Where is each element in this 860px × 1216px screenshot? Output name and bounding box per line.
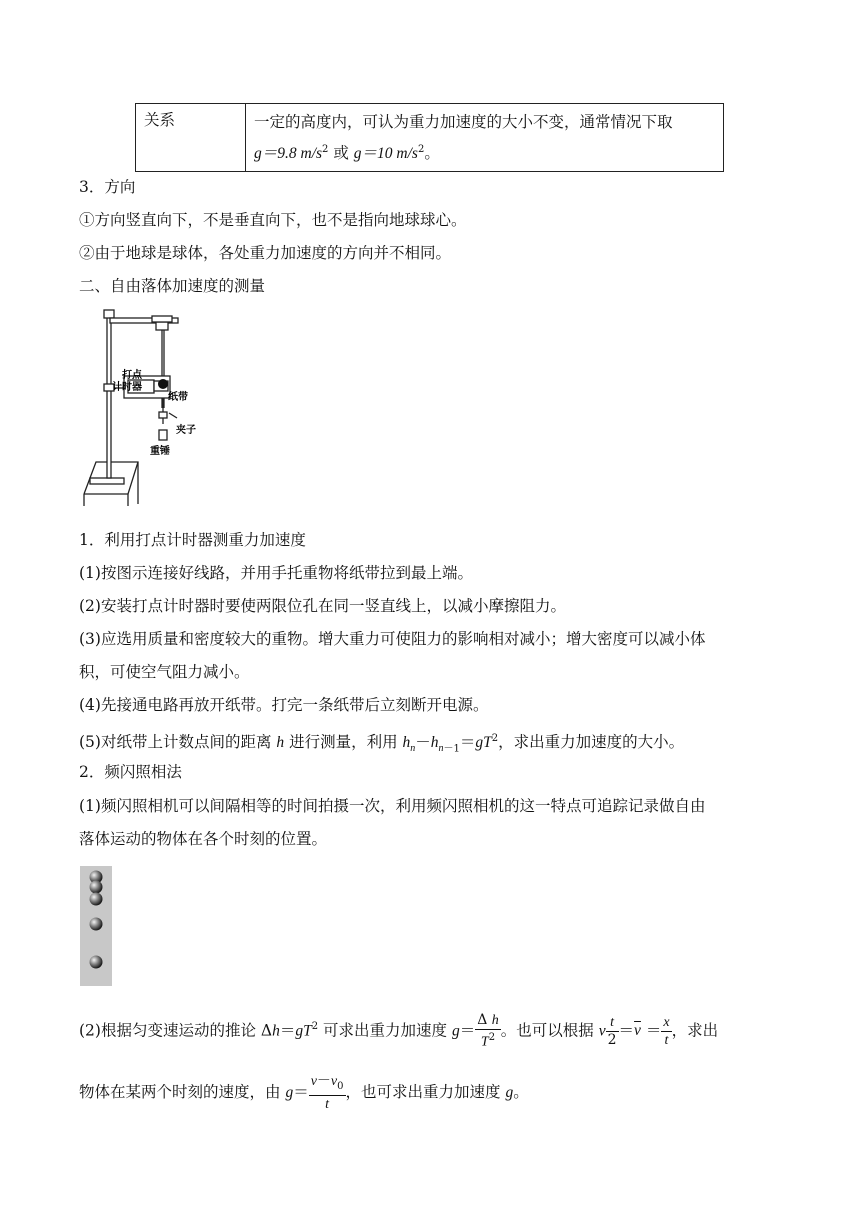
p3-text-a: 物体在某两个时刻的速度，由	[79, 1082, 286, 1101]
p3-text-c: 。	[513, 1082, 529, 1101]
p5-text-a: (5)对纸带上计数点间的距离	[79, 733, 277, 752]
g-value-1: g＝9.8 m/s	[254, 145, 323, 163]
fraction-v-v0-over-t: $\frac{v-v_0}{t}$	[310, 1073, 344, 1112]
relation-table	[135, 103, 724, 172]
g-value-2: g＝10 m/s	[353, 145, 418, 163]
fraction-dh-over-T2: $\frac{\text{Δ h}}{T^2}$	[477, 1012, 499, 1050]
table-line-1: 一定的高度内，可认为重力加速度的大小不变，通常情况下取	[254, 113, 673, 131]
label-timer-2: 计时器	[112, 382, 142, 393]
section-3-para-2: ②由于地球是球体，各处重力加速度的方向并不相同。	[79, 244, 452, 262]
p2-text-d: ，求出	[671, 1021, 719, 1040]
method-1-para-3b: 积，可使空气阻力减小。	[79, 663, 250, 681]
p2-text-a: (2)根据匀变速运动的推论 Δ	[79, 1021, 273, 1040]
method-2-heading: 2．频闪照相法	[79, 763, 182, 781]
p2-text-b: 可求出重力加速度	[318, 1021, 452, 1040]
p2-text-c: 。也可以根据	[500, 1021, 599, 1040]
label-timer-1: 打点	[122, 370, 142, 381]
method-1-heading: 1．利用打点计时器测重力加速度	[79, 531, 306, 549]
method-1-para-3a: (3)应选用质量和密度较大的重物。增大重力可使阻力的影响相对减小；增大密度可以减小体	[79, 630, 706, 648]
table-value-cell	[246, 104, 724, 172]
method-2-para-2: (2)根据匀变速运动的推论 $\Delta h=gT^2$ 可求出重力加速度 g＝ $\frac{\text{Δ h}}{T^2}$ 。也可以根据 v $\frac{t}{2}$ $=\overline{v}$ ＝ $\frac{x}{t}$ ，求出	[79, 1012, 719, 1050]
var-g: g	[451, 1022, 460, 1040]
var-h: h	[276, 734, 285, 752]
method-1-para-4: (4)先接通电路再放开纸带。打完一条纸带后立刻断开电源。	[79, 696, 489, 714]
p5-text-c: ，求出重力加速度的大小。	[498, 733, 685, 752]
ball-icon	[90, 956, 103, 969]
var-v-bar: $\overline{v}$	[634, 1022, 641, 1040]
formula-hn1: $h_n$	[430, 734, 444, 755]
fraction-t-over-2: $\frac{t}{2}$	[607, 1015, 617, 1049]
label-tape: 纸带	[168, 392, 188, 403]
label-clip: 夹子	[176, 425, 196, 436]
ticker-timer-apparatus-figure	[80, 308, 200, 508]
or-text: 或	[328, 144, 354, 163]
section-3-para-1: ①方向竖直向下，不是垂直向下，也不是指向地球球心。	[79, 211, 467, 229]
strobe-photo-figure	[80, 866, 112, 986]
method-2-para-1b: 落体运动的物体在各个时刻的位置。	[79, 830, 328, 848]
table-key-cell	[136, 104, 246, 172]
period: 。	[424, 144, 440, 163]
formula-gT2: gT	[475, 734, 492, 752]
var-g-2: g	[285, 1083, 294, 1101]
method-1-para-1: (1)按图示连接好线路，并用手托重物将纸带拉到最上端。	[79, 564, 473, 582]
p3-text-b: ，也可求出重力加速度	[345, 1082, 506, 1101]
p5-text-b: 进行测量，利用	[284, 733, 403, 752]
formula-gT2-b: gT	[295, 1022, 312, 1040]
var-g-3: g	[505, 1083, 514, 1101]
label-weight: 重锤	[150, 446, 170, 457]
ball-icon	[90, 893, 103, 906]
table-key: 关系	[144, 111, 176, 129]
method-2-para-3: 物体在某两个时刻的速度，由 g＝ $\frac{v-v_0}{t}$ ，也可求出重力加速度 g。	[79, 1073, 529, 1112]
table-line-2: g＝9.8 $m/s^2$ 或 g＝10 $m/s^2$。	[254, 144, 440, 163]
section-3-heading: 3．方向	[79, 178, 136, 196]
method-2-para-1a: (1)频闪照相机可以间隔相等的时间拍摄一次，利用频闪照相机的这一特点可追踪记录做自由	[79, 797, 706, 815]
ball-icon	[90, 918, 103, 931]
var-v: v	[598, 1022, 606, 1040]
ball-icon	[90, 881, 103, 894]
section-2-heading: 二、自由落体加速度的测量	[79, 277, 266, 295]
method-1-para-2: (2)安装打点计时器时要使两限位孔在同一竖直线上，以减小摩擦阻力。	[79, 597, 566, 615]
fraction-x-over-t: $\frac{x}{t}$	[663, 1014, 670, 1048]
roller-icon	[158, 379, 168, 389]
formula-dh: h	[272, 1022, 280, 1040]
method-1-para-5: (5)对纸带上计数点间的距离 h 进行测量，利用 $h_n-h_{n-1}=gT^2$，求出重力加速度的大小。	[79, 733, 685, 755]
formula-hn: $h_n$	[402, 734, 416, 755]
